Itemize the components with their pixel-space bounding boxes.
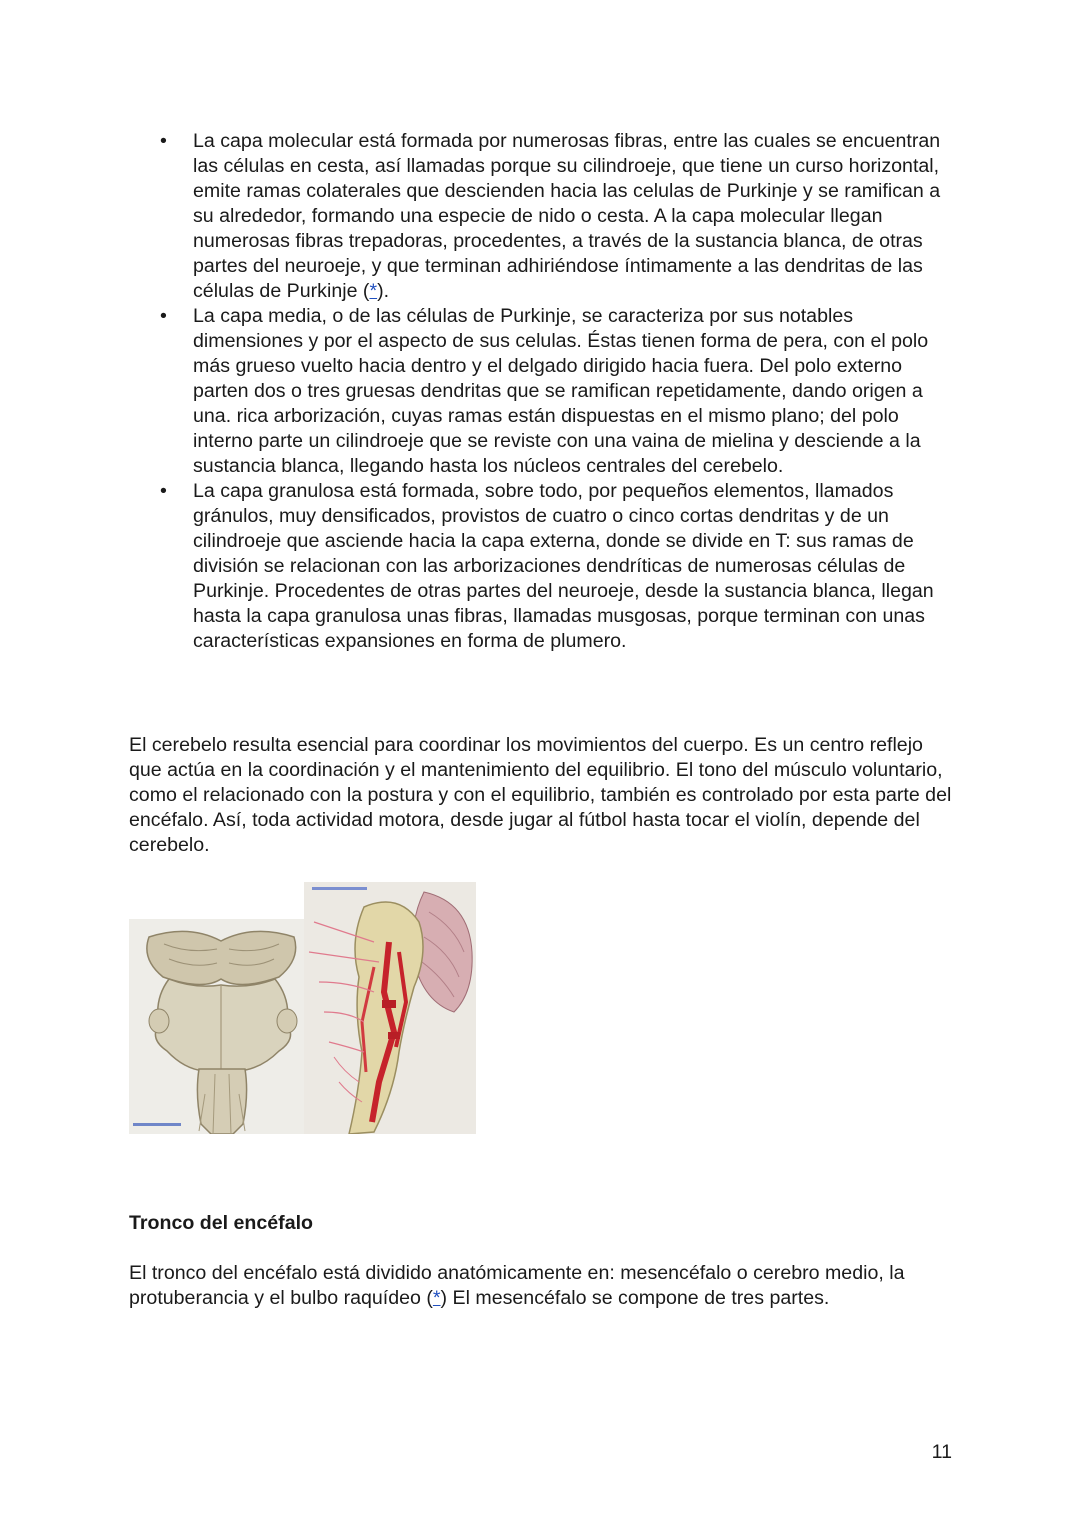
brainstem-dorsal-view-image [129, 919, 315, 1134]
brainstem-paragraph [129, 1261, 959, 1311]
cerebellum-layers-list [129, 129, 959, 654]
bullet-dot: • [160, 480, 167, 502]
reference-link[interactable]: * [432, 1287, 441, 1309]
bullet-item-molecular-layer [129, 129, 959, 304]
bullet-dot: • [160, 130, 167, 152]
page-number: 11 [931, 1441, 952, 1463]
reference-link[interactable]: * [369, 280, 378, 302]
paragraph-text-end: ) El mesencéfalo se compone de tres partes. [440, 1287, 830, 1309]
bullet-item-purkinje-layer [129, 304, 959, 479]
section-heading-tronco: Tronco del encéfalo [129, 1212, 314, 1234]
bullet-text: La capa media, o de las células de Purkinje, se caracteriza por sus notables dimensiones y por el aspecto de sus celulas. Éstas tienen forma de pera, con el polo más grueso vuelto hacia dentro y el delgado dirigido hacia fuera. Del polo externo parten dos o tres gruesas dendritas que se ramifican repetidamente, dando origen a una. rica arborización, cuyas ramas están dispuestas en el mismo plano; del polo interno parte un cilindroeje que se reviste con una vaina de mielina y desciende a la sustancia blanca, llegando hasta los núcleos centrales del cerebelo. [193, 305, 929, 477]
bullet-item-granular-layer [129, 479, 959, 654]
brainstem-lateral-view-image [304, 882, 476, 1134]
bullet-dot: • [160, 305, 167, 327]
paragraph-text: El tronco del encéfalo está dividido anatómicamente en: mesencéfalo o cerebro medio, la protuberancia y el bulbo raquídeo ( [129, 1262, 905, 1309]
bullet-text-end: ). [377, 280, 390, 302]
bullet-text: La capa granulosa está formada, sobre todo, por pequeños elementos, llamados gránulos, muy densificados, provistos de cuatro o cinco cortas dendritas y de un cilindroeje que asciende hacia la capa externa, donde se divide en T: sus ramas de división se relacionan con las arborizaciones dendríticas de numerosas células de Purkinje. Procedentes de otras partes del neuroeje, desde la sustancia blanca, llegan hasta la capa granulosa unas fibras, llamadas musgosas, porque terminan con unas características expansiones en forma de plumero. [193, 480, 934, 652]
brainstem-illustration [129, 882, 476, 1134]
cerebellum-function-paragraph: El cerebelo resulta esencial para coordinar los movimientos del cuerpo. Es un centro reflejo que actúa en la coordinación y el mantenimiento del equilibrio. El tono del músculo voluntario, como el relacionado con la postura y con el equilibrio, también es controlado por esta parte del encéfalo. Así, toda actividad motora, desde jugar al fútbol hasta tocar el violín, depende del cerebelo. [129, 734, 952, 856]
bullet-text: La capa molecular está formada por numerosas fibras, entre las cuales se encuentran las células en cesta, así llamadas porque su cilindroeje, que tiene un curso horizontal, emite ramas colaterales que descienden hacia las celulas de Purkinje y se ramifican a su alrededor, formando una especie de nido o cesta. A la capa molecular llegan numerosas fibras trepadoras, procedentes, a través de la sustancia blanca, de otras partes del neuroeje, y que terminan adhiriéndose íntimamente a las dendritas de las células de Purkinje ( [193, 130, 941, 302]
